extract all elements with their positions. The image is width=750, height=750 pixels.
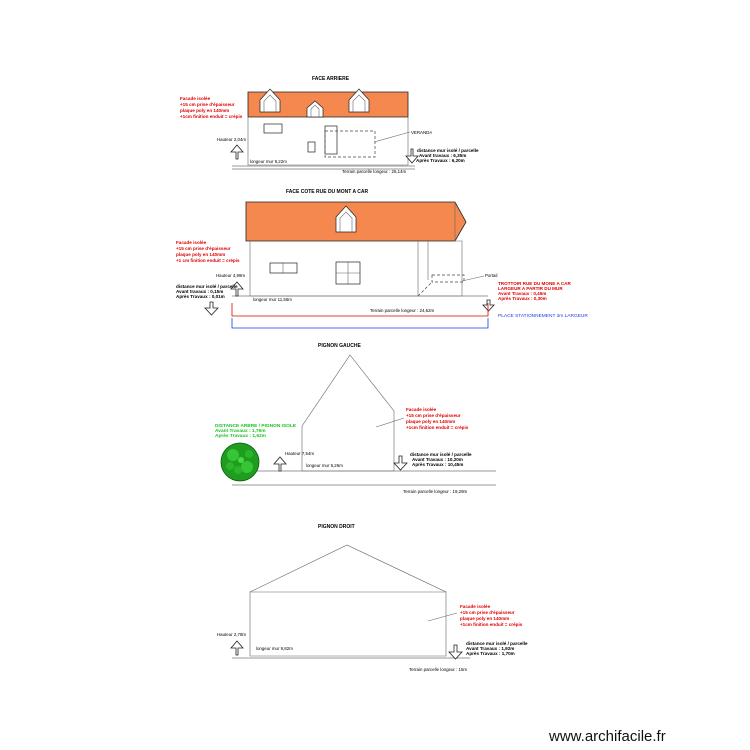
back-facade — [180, 76, 480, 174]
back-window-3 — [325, 126, 337, 154]
back-wall-length: longeur mur 9,22m — [250, 159, 287, 164]
left-distance-arrow-down-icon — [394, 456, 407, 470]
right-distance-note: distance mur isolé / parcelle Avant Travaux : 1,92m Après Travaux : 1,70m — [466, 641, 528, 656]
left-plot-length: Terrain parcelle longeur : 19,29m — [403, 489, 468, 494]
street-distance-note: distance mur isolé / parcelle Avant travaux : 0,15m Après Travaux : 0,01m — [176, 284, 238, 299]
right-gable-title: PIGNON DROIT — [318, 524, 355, 530]
left-height-arrow-up-icon — [274, 457, 286, 471]
back-plot-length: Terrain parcelle longeur : 25,14m — [342, 169, 407, 174]
back-distance-note: distance mur isolé / parcelle Avant travaux : 6,35m Après Travaux : 6,20m — [416, 148, 479, 163]
back-height-arrow-up-icon — [231, 145, 243, 159]
right-gable-outline — [250, 545, 446, 656]
left-gable — [215, 343, 496, 494]
back-height-label: Hauteur 2,04m — [217, 137, 247, 142]
left-height-label: Hauteur 7,54m — [285, 451, 315, 456]
left-insulation-note: Facade isolée +15 cm prise d'épaisseur plaque poly en 140mm +1cm finition enduit = crépis — [406, 407, 469, 430]
street-insulation-note: Facade isolée +15 cm prise d'épaisseur plaque poly en 140mm +1 cm finition enduit = crépis — [176, 240, 240, 263]
left-gable-title: PIGNON GAUCHE — [318, 343, 361, 349]
portail-outline — [432, 275, 464, 282]
street-distance-arrow-down-icon — [205, 302, 218, 315]
left-distance-note: distance mur isolé / parcelle Avant Travaux : 10,20m Après Travaux : 10,45m — [410, 452, 472, 467]
right-insulation-note: Facade isolée +15 cm prise d'épaisseur plaque poly en 140mm +1cm finition enduit = crépis — [460, 604, 523, 627]
left-wall-length: longeur mur 5,26m — [306, 463, 343, 468]
plot-boundary-red — [232, 303, 488, 316]
veranda-label: VERANDA — [411, 130, 433, 135]
street-facade — [176, 189, 588, 328]
right-gable — [217, 524, 529, 672]
street-plot-length: Terrain parcelle longeur : 24,62m — [370, 308, 435, 313]
back-window-2 — [308, 142, 315, 152]
parking-label: PLACE STATIONNEMENT 2m LARGEUR — [498, 314, 588, 319]
street-right-arrow-down-icon — [483, 300, 494, 311]
street-height-label: Hauteur 4,99m — [216, 273, 246, 278]
right-plot-length: Terrain parcelle longeur : 15m — [409, 667, 468, 672]
right-height-label: Hauteur 2,78m — [217, 632, 247, 637]
street-sidewalk-note: TROTTOIR RUE DU MONE A CAR LARGEUR A PARTIR DU MUR Avant Travaux : 0,45m Après Travaux : 0,30m — [498, 281, 571, 301]
street-annex-wall — [418, 241, 462, 296]
right-distance-arrow-down-icon — [449, 645, 462, 659]
right-height-arrow-up-icon — [231, 641, 243, 655]
street-window-1 — [270, 263, 297, 273]
street-wall-length: longeur mur 11,56m — [253, 297, 292, 302]
tree-icon — [221, 443, 259, 481]
left-gable-outline — [302, 355, 394, 471]
back-insulation-note: Facade isolée +15 cm prise d'épaisseur plaque poly en 140mm +1cm finition enduit = crépis — [180, 96, 243, 119]
back-facade-title: FACE ARRIERE — [312, 76, 350, 82]
parking-boundary-blue — [232, 318, 488, 328]
watermark: www.archifacile.fr — [549, 728, 666, 745]
street-facade-title: FACE COTE RUE DU MONT A CAR — [286, 189, 369, 195]
right-wall-length: longeur mur 9,82m — [256, 646, 293, 651]
back-window-1 — [264, 124, 282, 133]
tree-distance-note: DISTANCE ARBRE / PIGNON ISOLE Avant Travaux : 1,76m Après Travaux : 1,62m — [215, 424, 297, 439]
portail-label: Portail — [485, 273, 498, 278]
